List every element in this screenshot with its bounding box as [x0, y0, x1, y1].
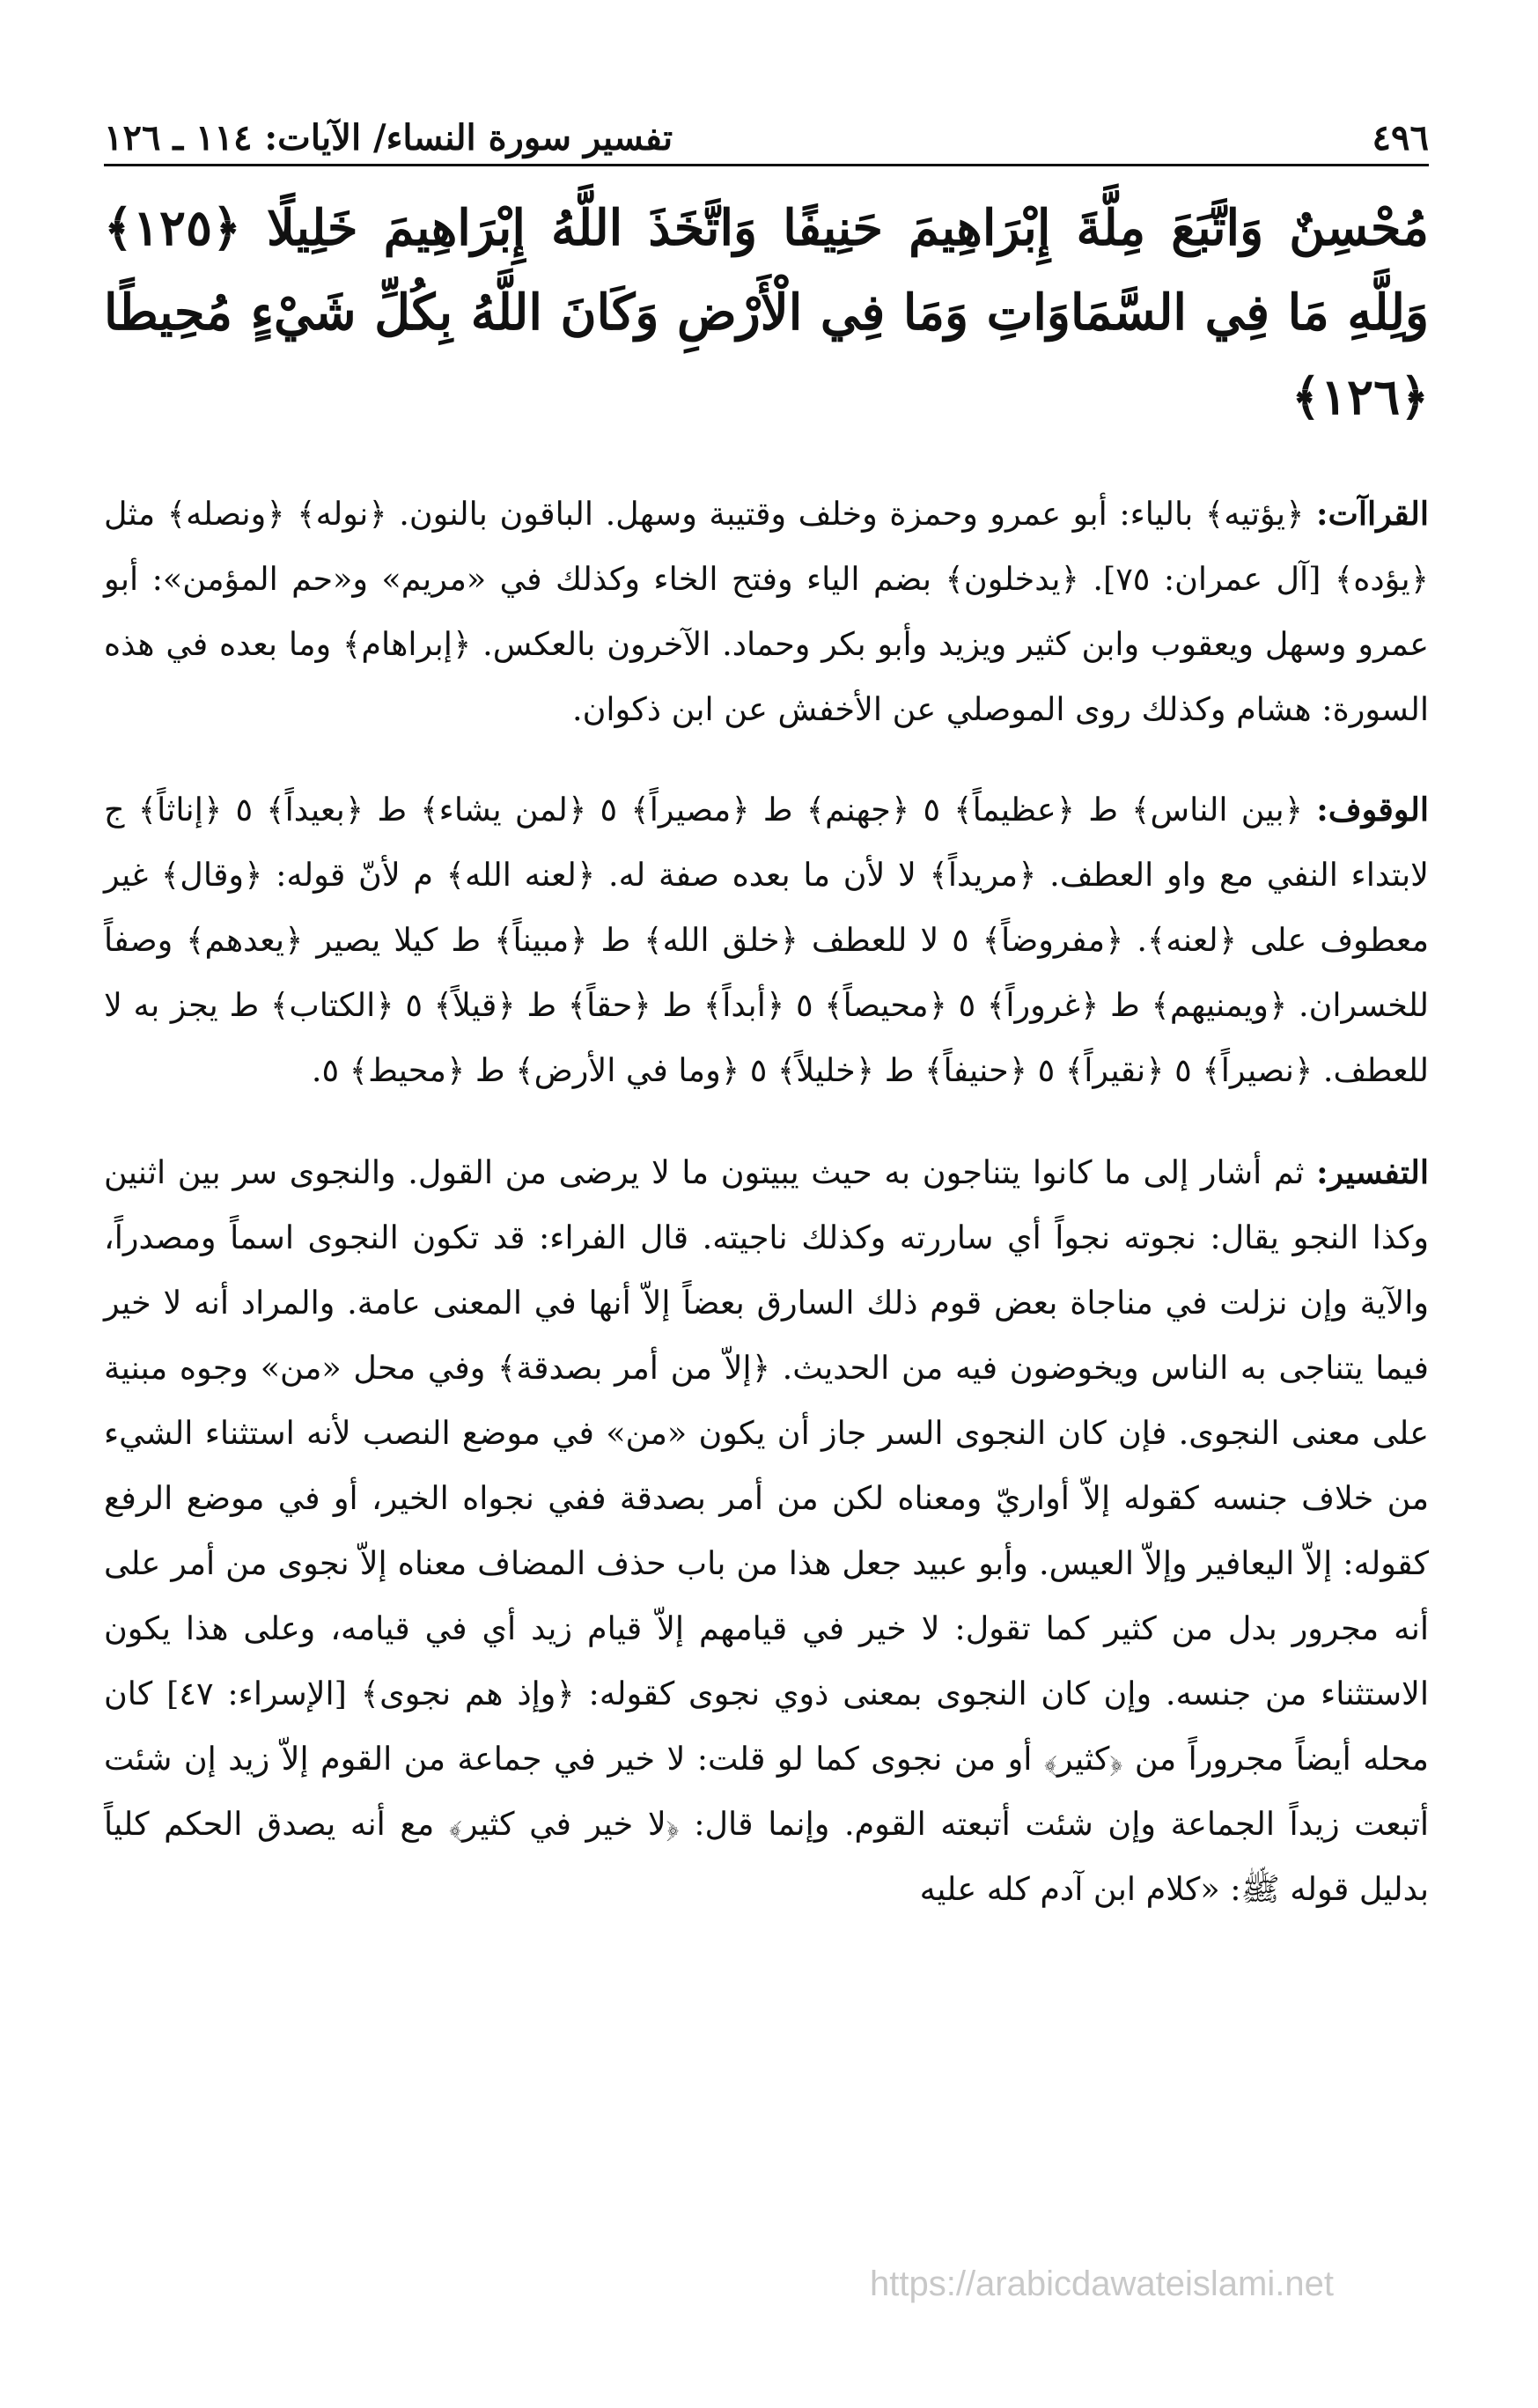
- tafsir-body: ثم أشار إلى ما كانوا يتناجون به حيث يبيتون ما لا يرضى من القول. والنجوى سر بين اثنين وكذا النجو يقال: نجوته نجواً أي ساررته وكذلك ناجيته. قال الفراء: قد تكون النجوى اسماً ومصدراً، والآية وإن نزلت في مناجاة بعض قوم ذلك السارق بعضاً إلاّ أنها في المعنى عامة. والمراد أنه لا خير فيما يتناجى به الناس ويخوضون فيه من الحديث. ﴿إلاّ من أمر بصدقة﴾ وفي محل «من» وجوه مبنية على معنى النجوى. فإن كان النجوى السر جاز أن يكون «من» في موضع النصب لأنه استثناء الشيء من خلاف جنسه كقوله إلاّ أواريّ ومعناه لكن من أمر بصدقة ففي نجواه الخير، أو في موضع الرفع كقوله: إلاّ اليعافير وإلاّ العيس. وأبو عبيد جعل هذا من باب حذف المضاف معناه إلاّ نجوى من أمر على أنه مجرور بدل من كثير كما تقول: لا خير في قيامهم إلاّ قيام زيد أي في قيامه، وعلى هذا يكون الاستثناء من جنسه. وإن كان النجوى بمعنى ذوي نجوى كقوله: ﴿وإذ هم نجوى﴾ [الإسراء: ٤٧] كان محله أيضاً مجروراً من ﴿كثير﴾ أو من نجوى كما لو قلت: لا خير في جماعة من القوم إلاّ زيد إن شئت أتبعت زيداً الجماعة وإن شئت أتبعته القوم. وإنما قال: ﴿لا خير في كثير﴾ مع أنه يصدق الحكم كلياً بدليل قوله ﷺ: «كلام ابن آدم كله عليه: [104, 1153, 1429, 1908]
- book-page: [104, 113, 1429, 1922]
- stops-section: [104, 777, 1429, 1103]
- page-header: [104, 113, 1429, 166]
- tafsir-heading: التفسير:: [1316, 1153, 1429, 1191]
- stops-heading: الوقوف:: [1316, 791, 1429, 828]
- running-title: تفسير سورة النساء/ الآيات: ١١٤ ـ ١٢٦: [104, 117, 673, 158]
- readings-body: ﴿يؤتيه﴾ بالياء: أبو عمرو وحمزة وخلف وقتيبة وسهل. الباقون بالنون. ﴿نوله﴾ ﴿ونصله﴾ مثل ﴿يؤده﴾ [آل عمران: ٧٥]. ﴿يدخلون﴾ بضم الياء وفتح الخاء وكذلك في «مريم» و«حم المؤمن»: أبو عمرو وسهل ويعقوب وابن كثير ويزيد وأبو بكر وحماد. الآخرون بالعكس. ﴿إبراهام﴾ وما بعده في هذه السورة: هشام وكذلك روى الموصلي عن الأخفش عن ابن ذكوان.: [104, 495, 1430, 728]
- stops-body: ﴿بين الناس﴾ ط ﴿عظيماً﴾ ٥ ﴿جهنم﴾ ط ﴿مصيراً﴾ ٥ ﴿لمن يشاء﴾ ط ﴿بعيداً﴾ ٥ ﴿إناثاً﴾ ج لابتداء النفي مع واو العطف. ﴿مريداً﴾ لا لأن ما بعده صفة له. ﴿لعنه الله﴾ م لأنّ قوله: ﴿وقال﴾ غير معطوف على ﴿لعنه﴾. ﴿مفروضاً﴾ ٥ لا للعطف ﴿خلق الله﴾ ط ﴿مبيناً﴾ ط كيلا يصير ﴿يعدهم﴾ وصفاً للخسران. ﴿ويمنيهم﴾ ط ﴿غروراً﴾ ٥ ﴿محيصاً﴾ ٥ ﴿أبداً﴾ ط ﴿حقاً﴾ ط ﴿قيلاً﴾ ٥ ﴿الكتاب﴾ ط يجز به لا للعطف. ﴿نصيراً﴾ ٥ ﴿نقيراً﴾ ٥ ﴿حنيفاً﴾ ط ﴿خليلاً﴾ ٥ ﴿وما في الأرض﴾ ط ﴿محيط﴾ ٥.: [104, 791, 1429, 1089]
- readings-section: [104, 482, 1429, 742]
- readings-heading: القراآت:: [1316, 495, 1429, 533]
- tafsir-section: [104, 1140, 1429, 1922]
- page-number: ٤٩٦: [1372, 117, 1429, 158]
- watermark: https://arabicdawateislami.net: [870, 2264, 1334, 2303]
- quran-verse: مُحْسِنٌ وَاتَّبَعَ مِلَّةَ إِبْرَاهِيمَ حَنِيفًا وَاتَّخَذَ اللَّهُ إِبْرَاهِيمَ خَلِيلًا ﴿١٢٥﴾ وَلِلَّهِ مَا فِي السَّمَاوَاتِ وَمَا فِي الْأَرْضِ وَكَانَ اللَّهُ بِكُلِّ شَيْءٍ مُحِيطًا ﴿١٢٦﴾: [104, 199, 1429, 426]
